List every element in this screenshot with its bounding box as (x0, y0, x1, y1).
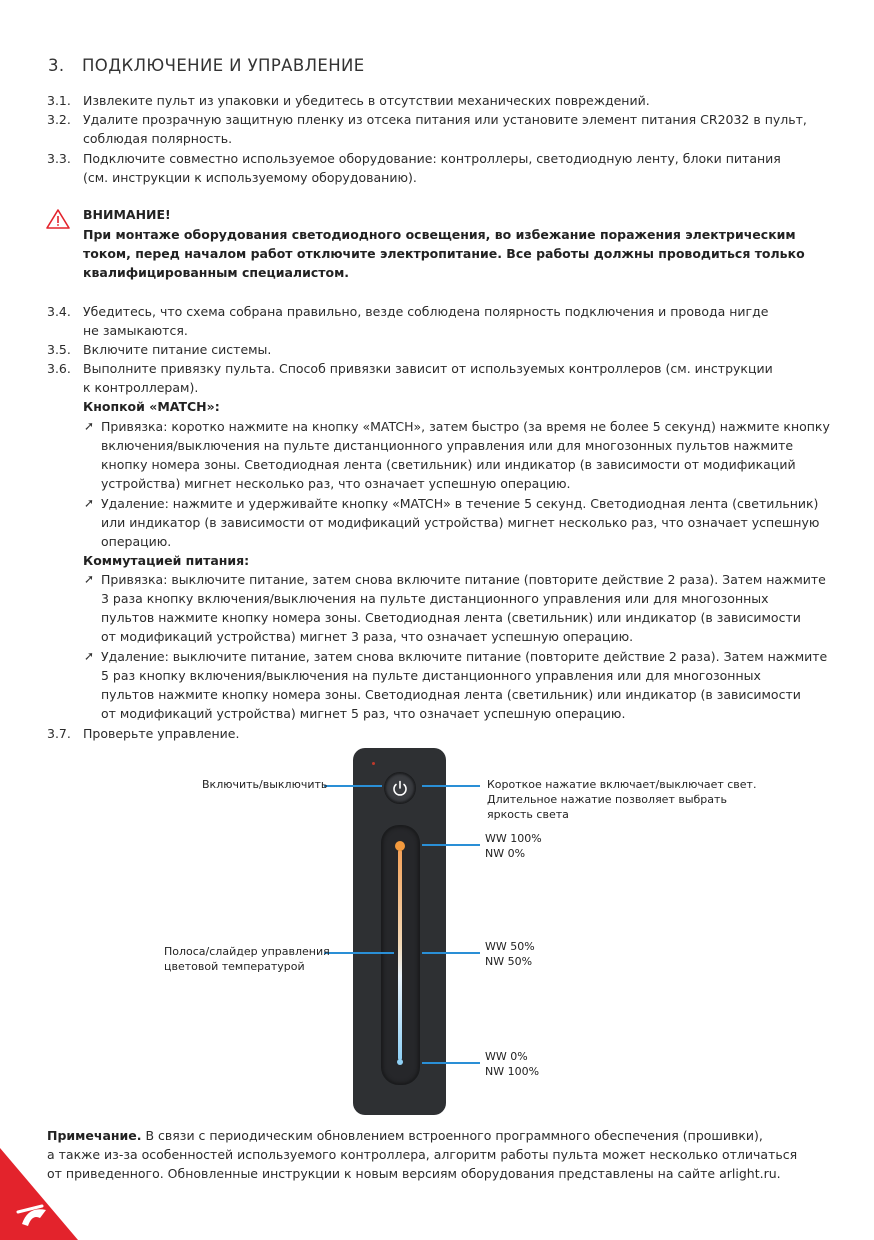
arrow-bullet-icon: ➚ (84, 649, 95, 663)
indicator-led (372, 762, 375, 765)
step-text: Выполните привязку пульта. Способ привязки зависит от используемых контроллеров (см. инструкции (83, 361, 773, 376)
step-text: Проверьте управление. (83, 726, 240, 741)
bullet-text: устройства) мигнет несколько раз, что означает успешную операцию. (101, 476, 571, 491)
leader-line (324, 785, 382, 787)
step-text: к контроллерам). (83, 380, 199, 395)
step-text: соблюдая полярность. (83, 131, 233, 146)
leader-line (324, 952, 394, 954)
label-mid-level: WW 50% (485, 940, 535, 953)
bullet-text: Удаление: нажмите и удерживайте кнопку «MATCH» в течение 5 секунд. Светодиодная лента (светильник) (101, 496, 819, 511)
power-button (384, 772, 416, 804)
step-text: Убедитесь, что схема собрана правильно, везде соблюдена полярность подключения и провода нигде (83, 304, 769, 319)
label-slider: Полоса/слайдер управления (164, 945, 330, 958)
step-text: Удалите прозрачную защитную пленку из отсека питания или установите элемент питания CR2032 в пульт, (83, 112, 807, 127)
bullet-text: пультов нажмите кнопку номера зоны. Светодиодная лента (светильник) или индикатор (в зависимости (101, 610, 801, 625)
step-text: Подключите совместно используемое оборудование: контроллеры, светодиодную ленту, блоки питания (83, 151, 781, 166)
step-number: 3.5. (47, 342, 71, 357)
power-heading: Коммутацией питания: (83, 553, 250, 568)
step-text: Извлеките пульт из упаковки и убедитесь в отсутствии механических повреждений. (83, 93, 650, 108)
warning-triangle-icon (46, 209, 70, 229)
bullet-text: кнопку номера зоны. Светодиодная лента (светильник) или индикатор (в зависимости от модификаций (101, 457, 796, 472)
label-power: Включить/выключить (202, 778, 328, 791)
section-title (48, 56, 365, 75)
leader-line (422, 952, 480, 954)
cool-endpoint-dot (397, 1059, 403, 1065)
step-text: Включите питание системы. (83, 342, 272, 357)
arrow-bullet-icon: ➚ (84, 496, 95, 510)
arrow-bullet-icon: ➚ (84, 572, 95, 586)
warning-text: квалифицированным специалистом. (83, 265, 350, 280)
bullet-text: 3 раза кнопку включения/выключения на пульте дистанционного управления или для многозонных (101, 591, 769, 606)
bullet-text: 5 раз кнопку включения/выключения на пульте дистанционного управления или для многозонных (101, 668, 761, 683)
color-temperature-slider (398, 850, 402, 1060)
label-power-desc: яркость света (487, 808, 569, 821)
bullet-text: пультов нажмите кнопку номера зоны. Светодиодная лента (светильник) или индикатор (в зависимости (101, 687, 801, 702)
label-mid-level: NW 50% (485, 955, 533, 968)
label-power-desc: Длительное нажатие позволяет выбрать (487, 793, 727, 806)
warning-title: ВНИМАНИЕ! (83, 207, 171, 222)
bullet-text: Привязка: выключите питание, затем снова включите питание (повторите действие 2 раза). Затем нажмите (101, 572, 826, 587)
label-bottom-level: NW 100% (485, 1065, 540, 1078)
step-number: 3.1. (47, 93, 71, 108)
leader-line (422, 785, 480, 787)
note-text: а также из-за особенностей используемого контроллера, алгоритм работы пульта может несколько отличаться (47, 1147, 798, 1162)
bullet-text: операцию. (101, 534, 172, 549)
leader-line (422, 1062, 480, 1064)
step-number: 3.3. (47, 151, 71, 166)
label-power-desc: Короткое нажатие включает/выключает свет. (487, 778, 757, 791)
note-first-line: В связи с периодическим обновлением встроенного программного обеспечения (прошивки), (141, 1128, 763, 1143)
section-title-text: ПОДКЛЮЧЕНИЕ И УПРАВЛЕНИЕ (82, 56, 365, 75)
bullet-text: или индикатор (в зависимости от модификаций устройства) мигнет несколько раз, что означает успешную (101, 515, 820, 530)
warning-text: При монтаже оборудования светодиодного освещения, во избежание поражения электрическим (83, 227, 796, 242)
power-icon (385, 773, 415, 803)
bullet-text: от модификаций устройства) мигнет 3 раза, что означает успешную операцию. (101, 629, 634, 644)
note-text (47, 1126, 763, 1145)
step-number: 3.6. (47, 361, 71, 376)
leader-line (422, 844, 480, 846)
bullet-text: от модификаций устройства) мигнет 5 раз, что означает успешную операцию. (101, 706, 626, 721)
label-top-level: WW 100% (485, 832, 542, 845)
brand-logo-icon (0, 1148, 80, 1240)
note-text: от приведенного. Обновленные инструкции к новым версиям оборудования представлены на сайте arlight.ru. (47, 1166, 781, 1181)
label-slider: цветовой температурой (164, 960, 305, 973)
step-text: (см. инструкции к используемому оборудованию). (83, 170, 417, 185)
match-heading: Кнопкой «MATCH»: (83, 399, 220, 414)
arrow-bullet-icon: ➚ (84, 419, 95, 433)
step-number: 3.2. (47, 112, 71, 127)
bullet-text: Привязка: коротко нажмите на кнопку «MATCH», затем быстро (за время не более 5 секунд) нажмите кнопку (101, 419, 830, 434)
bullet-text: включения/выключения на пульте дистанционного управления или для многозонных пультов нажмите (101, 438, 794, 453)
warm-endpoint-dot (395, 841, 405, 851)
step-number: 3.7. (47, 726, 71, 741)
bullet-text: Удаление: выключите питание, затем снова включите питание (повторите действие 2 раза). Затем нажмите (101, 649, 828, 664)
label-bottom-level: WW 0% (485, 1050, 528, 1063)
section-number: 3. (48, 56, 65, 75)
step-text: не замыкаются. (83, 323, 188, 338)
note-label: Примечание. (47, 1128, 142, 1143)
label-top-level: NW 0% (485, 847, 526, 860)
warning-text: током, перед началом работ отключите электропитание. Все работы должны проводиться только (83, 246, 805, 261)
step-number: 3.4. (47, 304, 71, 319)
